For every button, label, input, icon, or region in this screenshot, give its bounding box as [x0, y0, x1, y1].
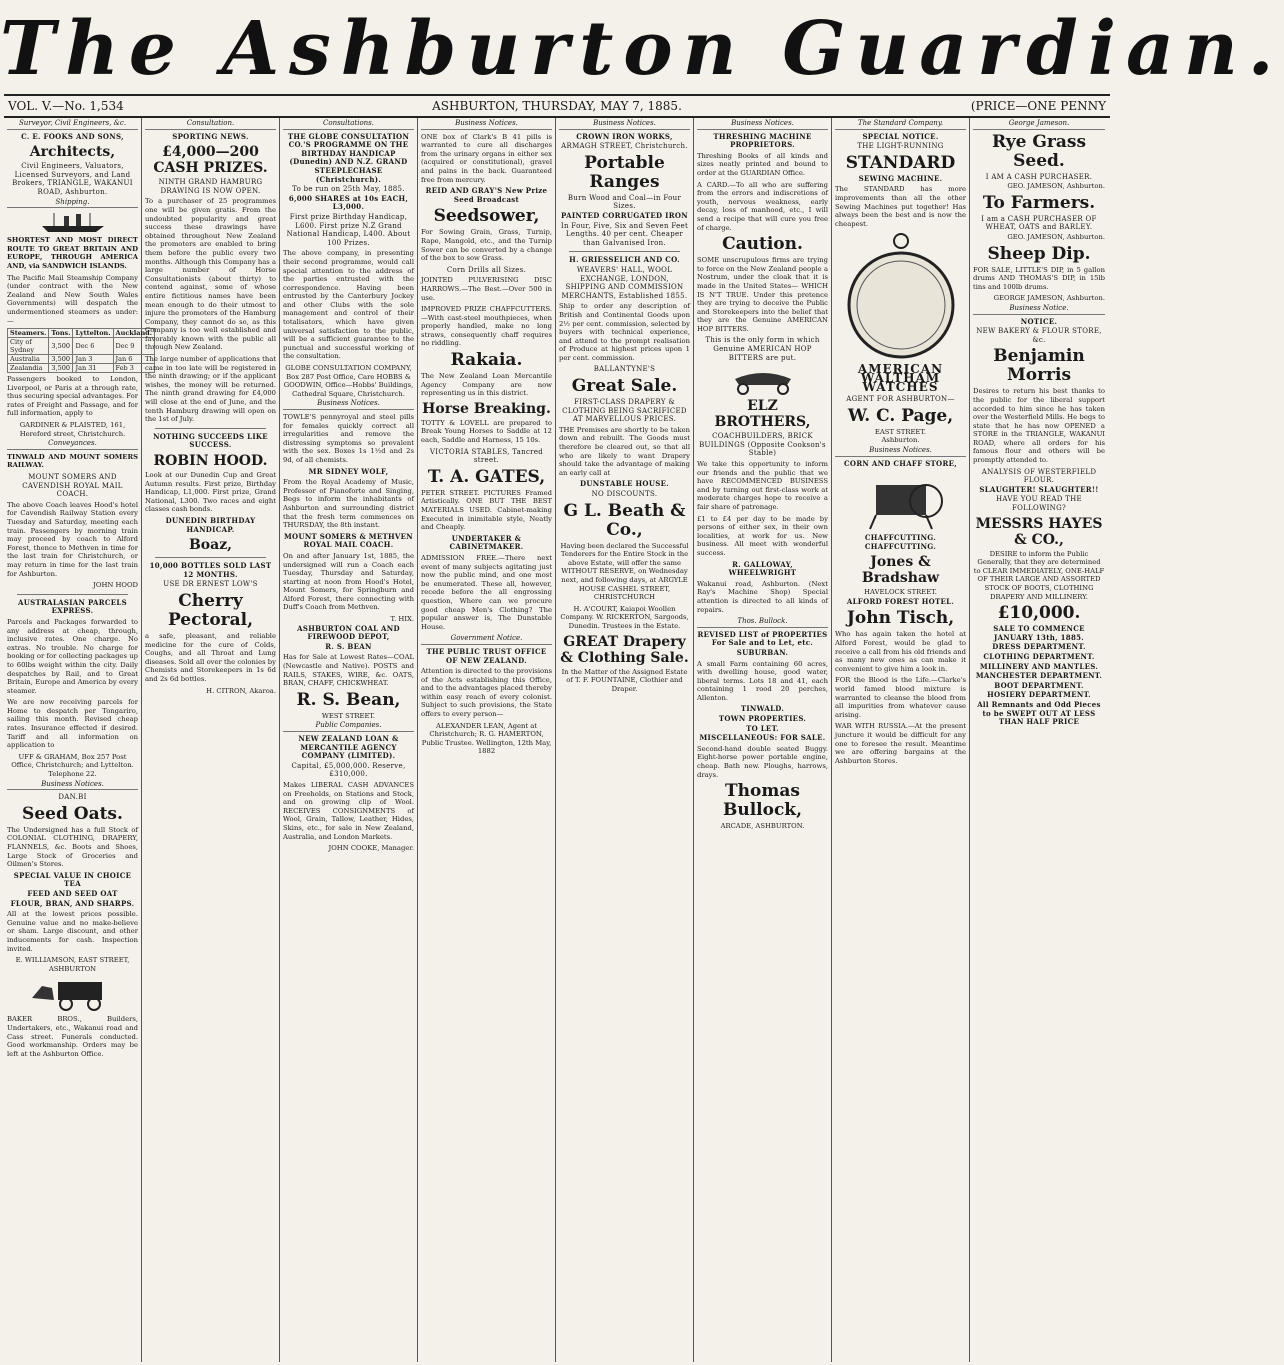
beath-heading: G L. Beath & Co., — [563, 500, 686, 540]
fountaine-notice: In the Matter of the Assigned Estate of T. F. FOUNTAINE, Clothier and Draper. — [561, 667, 688, 693]
hosiery-department: HOSIERY DEPARTMENT. — [987, 690, 1091, 700]
tolet-heading: TO LET. — [746, 723, 779, 733]
hood-heading: NOTHING SUCCEEDS LIKE SUCCESS. — [153, 431, 268, 450]
cherry-title: Cherry Pectoral, — [167, 590, 254, 630]
rye-body: I AM A CASH PURCHASER. — [985, 172, 1093, 181]
volume-number: VOL. V.—No. 1,534 — [8, 99, 124, 113]
firm-title: Architects, — [29, 144, 116, 161]
special-notice: SPECIAL NOTICE. — [862, 131, 939, 141]
oats-pretitle: DAN.BI — [58, 793, 87, 802]
earnings-ad: £1 to £4 per day to be made by persons of either sex, in their own localities, at work for us. New business. All meet with wonderful success. — [697, 514, 828, 557]
divider — [17, 594, 128, 595]
section-heading: Business Notices. — [697, 119, 828, 130]
sporting-heading: SPORTING NEWS. — [172, 131, 249, 141]
rakaia-body: The New Zealand Loan Mercantile Agency Company are now representing us in this district. — [421, 372, 552, 398]
table-cell: 3,500 — [49, 338, 73, 355]
globe-body: The above company, in presenting their second programme, would call special attention to the address of the parties entrusted with the correspondence. Having been entrusted by the Canterbury Jockey and other Clubs with the sole management and control of their totalisators, which have given universal satisfaction to the public, will be a sufficient guarantee to the punctual and successful working of the consultation. — [283, 249, 414, 361]
elz-heading: ELZ BROTHERS, — [714, 398, 811, 431]
divider — [155, 557, 266, 558]
bullock-address: ARCADE, ASHBURTON. — [720, 822, 805, 831]
great-body-2: THE Premises are shortly to be taken down and rebuilt. The Goods must therefore be cleared out, so that all who are likely to want Drapery should take the advantage of making an early call at — [559, 425, 690, 477]
mount-signature: T. HIX. — [390, 615, 414, 624]
farmers-body: I am a CASH PURCHASER OF WHEAT, OATS and BARLEY. — [981, 214, 1097, 232]
thresh-body: Threshing Books of all kinds and sizes neatly printed and bound to order at the GUARDIAN Office. — [697, 151, 828, 177]
tinwald-heading: TINWALD. — [740, 704, 785, 714]
section-heading: Business Notices. — [283, 399, 414, 410]
blood-body: FOR the Blood is the Life.—Clarke's world famed blood mixture is warranted to cleanse the blood from all impurities from whatever cause arising. — [835, 676, 966, 719]
rye-heading: Rye Grass Seed. — [991, 131, 1087, 171]
section-heading: The Standard Company. — [835, 119, 966, 130]
crown-address: ARMAGH STREET, Christchurch. — [561, 142, 688, 151]
hood-body: Look at our Dunedin Cup and Great Autumn results. First prize, Birthday Handicap, L1,000. First prize, Grand National, L300. Two races and eight classes cash bonds. — [145, 471, 276, 514]
parcels-agent: UFF & GRAHAM, Box 257 Post Office, Christchurch; and Lyttelton. Telephone 22. — [11, 752, 134, 779]
column-2 — [142, 118, 280, 1362]
globe-prizes: First prize Birthday Handicap, L600. First prize N.Z Grand National Handicap, L400. About 100 Prizes. — [286, 212, 411, 247]
railway-subheading: MOUNT SOMERS AND CAVENDISH ROYAL MAIL COACH. — [22, 473, 123, 499]
hood-dunedin: DUNEDIN BIRTHDAY HANDICAP. — [165, 515, 256, 534]
manchester-department: MANCHESTER DEPARTMENT. — [975, 671, 1103, 681]
coal-body: Has for Sale at Lowest Rates—COAL (Newcastle and Native). POSTS and RAILS, STAKES, WIRE, &c. OATS, BRAN, CHAFF, CHICKWHEAT. — [283, 653, 414, 688]
oats-heading: Seed Oats. — [22, 803, 123, 824]
bean-address: WEST STREET. — [321, 711, 376, 720]
shipping-body-2: Passengers booked to London, Liverpool, or Paris at a through rate, thus securing special advantages. For rates of Freight and Passage, and for full information, apply to — [7, 375, 138, 418]
nzl-body: Makes LIBERAL CASH ADVANCES on Freeholds, on Stations and Stock, and on growing clip of Wool. RECEIVES CONSIGNMENTS of Wool, Grain, Tallow, Leather, Hides, Skins, etc., for sale in New Zealand, Australia, and London Markets. — [283, 780, 414, 841]
parcels-body: Parcels and Packages forwarded to any address at cheap, through, inclusive rates. One charge. No extras. No trouble. No charge for booking or for collecting packages up to 60lbs weight within the city. Daily despatches by Rail, and to Great Britain, Europe and America by every steamer. — [7, 617, 138, 695]
table-header: Steamers. — [8, 329, 49, 338]
issue-price: (PRICE—ONE PENNY — [970, 99, 1106, 113]
caution-footer: This is the only form in which Genuine AMERICAN HOP BITTERS are put. — [705, 336, 820, 362]
great-heading: Great Sale. — [571, 376, 678, 397]
sporting-body-2: The large number of applications that came in too late will be registered in the ninth drawing; or if the applicant wishes, the money will be returned. The ninth grand drawing for £4,000 will close at the end of June, and the tenth Hamburg drawing will open on the 1st of July. — [145, 355, 276, 424]
gates-body: PETER STREET. PICTURES Framed Artistically. ONE BUT THE BEST MATERIALS USED. Cabinet-making Executed in inimitable style, Neatly and Cheaply. — [421, 488, 552, 532]
section-heading: Thos. Bullock. — [697, 617, 828, 628]
thresh-heading: THRESHING MACHINE PROPRIETORS. — [713, 131, 812, 150]
pocket-watch-illustration — [846, 231, 956, 361]
chaffcutter-body: IMPROVED PRIZE CHAFFCUTTERS.—With cast-steel mouthpieces, when properly handled, make no long straws, consequently chaff requires no riddling. — [421, 305, 552, 348]
crown-heading: CROWN IRON WORKS, — [576, 131, 673, 141]
hood-title: ROBIN HOOD. — [153, 453, 268, 469]
columns — [4, 118, 1110, 1362]
table-cell: 3,500 — [49, 364, 73, 373]
trust-body: Attention is directed to the provisions of the Acts establishing this Office, and to the advantages placed thereby within easy reach of every colonist. Subject to such provisions, the State offers to every person— — [421, 667, 552, 719]
sidney-body: From the Royal Academy of Music, Professor of Pianoforte and Singing, Begs to inform the inhabitants of Ashburton and surrounding district that the fresh term commences on THURSDAY, the 8th instant. — [283, 478, 414, 530]
seed-pretitle: REID AND GRAY'S New Prize Seed Broadcast — [425, 186, 548, 204]
section-heading: Business Notices. — [7, 780, 138, 791]
morris-heading: Benjamin Morris — [993, 346, 1085, 386]
alford-heading: ALFORD FOREST HOTEL. — [846, 596, 955, 606]
shipping-heading: SHORTEST AND MOST DIRECT ROUTE TO GREAT BRITAIN AND EUROPE, THROUGH AMERICA AND, via SANDWICH ISLANDS. — [7, 236, 138, 270]
caution-body: SOME unscrupulous firms are trying to force on the New Zealand people a Nostrum, under the cloak that it is made in the United States— WHICH IS N'T TRUE. Under this pretence they are trying to deceive the Public and Storekeepers into the belief that they are the Genuine AMERICAN HOP BITTERS. — [697, 256, 828, 333]
column-4 — [418, 118, 556, 1362]
table-row — [8, 355, 155, 364]
horse-heading: Horse Breaking. — [422, 400, 551, 417]
oats-body: The Undersigned has a full Stock of COLONIAL CLOTHING, DRAPERY, FLANNELS, &c. Boots and Shoes, Large Stock of Groceries and Oilmen's Stores. — [7, 825, 138, 869]
parcels-body-2: We are now receiving parcels for Home to despatch per Tongariro, sailing this month. Revised cheap rates. Insurance effected if desired. Tariff and all information on application to — [7, 698, 138, 750]
oats-signature: E. WILLIAMSON, EAST STREET, ASHBURTON — [15, 956, 130, 973]
morris-body: Desires to return his best thanks to the public for the liberal support accorded to him since he has taken over the Westerfield Mills. He begs to state that he has now OPENED a STORE in the TRIANGLE, WAKANUI ROAD, where all orders for his famous flour and others will be promptly attended to. — [973, 387, 1105, 465]
harrow-body: JOINTED PULVERISING DISC HARROWS.—The Best.—Over 500 in use. — [421, 276, 552, 302]
sale-amount: £10,000. — [997, 603, 1081, 624]
column-1 — [4, 118, 152, 1362]
trust-heading: THE PUBLIC TRUST OFFICE OF NEW ZEALAND. — [426, 646, 547, 665]
section-heading: Surveyor, Civil Engineers, &c. — [7, 119, 138, 130]
ranges-body: Burn Wood and Coal—in Four Sizes. — [567, 193, 682, 211]
pills-body: ONE box of Clark's B 41 pills is warranted to cure all discharges from the urinary organs in either sex (acquired or constitutional), gravel and pains in the back. Guaranteed free from mercury. — [421, 132, 552, 184]
corn-drills: Corn Drills all Sizes. — [446, 265, 527, 274]
revised-heading: REVISED LIST of PROPERTIES For Sale and to Let, etc. — [697, 629, 828, 648]
railway-signature: JOHN HOOD — [93, 581, 138, 590]
gates-footer: UNDERTAKER & CABINETMAKER. — [449, 533, 524, 552]
iron-body: In Four, Five, Six and Seven Feet Lengths. 40 per cent. Cheaper than Galvanised Iron. — [560, 221, 689, 247]
chaffcutter-illustration — [856, 471, 946, 531]
horse-stable: VICTORIA STABLES, Tancred street. — [429, 447, 544, 465]
issue-bar — [4, 94, 1110, 118]
baker-body: BAKER BROS., Builders, Undertakers, etc., Wakanui road and Cass street. Funerals conducted. Good workmanship. Orders may be left at the Ashburton Office. — [7, 1015, 138, 1058]
caution-heading: Caution. — [722, 234, 803, 255]
sheep-signature: GEORGE JAMESON, Ashburton. — [993, 294, 1105, 303]
remnants-notice: All Remnants and Odd Pieces to be SWEPT OUT AT LESS THAN HALF PRICE — [977, 699, 1101, 727]
column-5 — [556, 118, 694, 1362]
gries-body: WEAVERS' HALL, WOOL EXCHANGE, LONDON, SHIPPING AND COMMISSION MERCHANTS, Established 1855. — [561, 265, 688, 300]
section-heading: Conveyances. — [7, 439, 138, 450]
rakaia-heading: Rakaia. — [450, 350, 523, 371]
horse-body: TOTTY & LOVELL are prepared to Break Young Horses to Saddle at 12 each, Saddle and Harness, 15 10s. — [421, 418, 552, 445]
seed-body: For Sowing Grain, Grass, Turnip, Rape, Mangold, etc., and the Turnip Sower can be converted by a change of the box to sow Grass. — [421, 228, 552, 263]
oats-feed: FEED AND SEED OAT — [27, 888, 118, 898]
section-heading: Shipping. — [7, 198, 138, 209]
beath-signature: H. A'COURT, Kaiapoi Woollen Company. W. RICKERTON, Sargoods, Dunedin. Trustees in the Estate. — [560, 604, 689, 630]
boot-department: BOOT DEPARTMENT. — [994, 680, 1084, 690]
parcels-heading: AUSTRALASIAN PARCELS EXPRESS. — [18, 597, 127, 616]
sheep-heading: Sheep Dip. — [987, 243, 1091, 264]
hayes-heading: MESSRS HAYES & CO., — [975, 515, 1103, 548]
sewing-machine: SEWING MACHINE. — [858, 173, 943, 183]
sheep-body: FOR SALE, LITTLE'S DIP, in 5 gallon drums AND THOMAS'S DIP, in 15lb tins and 100lb drums. — [973, 265, 1105, 291]
column-3 — [280, 118, 418, 1362]
railway-heading: TINWALD AND MOUNT SOMERS RAILWAY. — [7, 452, 138, 470]
millinery-department: MILLINERY AND MANTLES. — [979, 661, 1099, 671]
rye-signature: GEO. JAMESON, Ashburton. — [1007, 182, 1105, 191]
chaffcutting-label: CHAFFCUTTING. CHAFFCUTTING. — [864, 533, 937, 551]
table-cell: Feb 3 — [113, 364, 154, 373]
cherry-pretitle: USE DR ERNEST LOW'S — [163, 580, 258, 589]
analysis-heading: ANALYSIS OF WESTERFIELD FLOUR. — [981, 467, 1097, 485]
slaughter-heading: SLAUGHTER! SLAUGHTER!! — [979, 484, 1099, 494]
section-heading: Business Notices. — [559, 119, 690, 130]
drapery-heading: GREAT Drapery & Clothing Sale. — [560, 633, 689, 666]
railway-body: The above Coach leaves Hood's hotel for Cavendish Railway Station every Tuesday and Saturday, meeting each train. Passengers by morning train may proceed by coach to Alford Forest, thence to Methven in time for the last train for Christchurch, or may return in time for the last train for Ashburton. — [7, 500, 138, 578]
dunstable-heading: DUNSTABLE HOUSE. — [580, 479, 669, 489]
section-heading: Business Notices. — [835, 446, 966, 457]
firm-name: C. E. FOOKS AND SONS, — [21, 131, 124, 141]
great-body: FIRST-CLASS DRAPERY & CLOTHING BEING SACRIFICED AT MARVELLOUS PRICES. — [562, 398, 687, 424]
war-body: WAR WITH RUSSIA.—At the present juncture it would be difficult for any one to foresee the result. Meantime we are offering bargains at the Ashburton Stores. — [835, 722, 966, 765]
iron-heading: PAINTED CORRUGATED IRON — [561, 210, 688, 220]
table-row — [8, 364, 155, 373]
gries-body-2: Ship to order any description of British and Continental Goods upon 2½ per cent. commission, selected by buyers with technical experience, and attend to the prompt realisation of Produce at highest prices upon 1 per cent. commission. — [559, 302, 690, 362]
page-name: W. C. Page, — [847, 405, 954, 426]
table-header: Tons. — [49, 329, 73, 338]
suburban-heading: SUBURBAN. — [736, 647, 789, 657]
table-cell: Jan 3 — [73, 355, 113, 364]
elz-subheading: COACHBUILDERS, BRICK BUILDINGS (Opposite Cookson's Stable) — [699, 432, 826, 458]
bean-name: R. S. Bean, — [296, 689, 401, 710]
oats-body-2: All at the lowest prices possible. Genuine value and no make-believe or sham. Large discount, and other inducements for cash. Inspection invited. — [7, 910, 138, 953]
towle-body: TOWLE'S pennyroyal and steel pills for females quickly correct all irregularities and remove the distressing symptoms so prevalent with the sex. Boxes 1s 1½d and 2s 9d, of all chemists. — [283, 413, 414, 464]
firm-body: Civil Engineers, Valuators, Licensed Surveyors, and Land Brokers, TRIANGLE, WAKANUI ROAD, Ashburton. — [12, 162, 133, 196]
gates-heading: T. A. GATES, — [427, 466, 546, 487]
hearse-illustration — [28, 976, 118, 1012]
galloway-heading: R. GALLOWAY, WHEELWRIGHT — [728, 559, 797, 578]
ranges-heading: Portable Ranges — [584, 152, 665, 192]
sporting-draw: NINTH GRAND HAMBURG DRAWING IS NOW OPEN. — [158, 178, 263, 195]
elz-body: We take this opportunity to inform our friends and the public that we have RECOMMENCED BUSINESS and by turning out first-class work at moderate charges hope to receive a fair share of patronage. — [697, 460, 828, 511]
mount-heading: MOUNT SOMERS & METHVEN ROYAL MAIL COACH. — [284, 531, 413, 550]
shipping-agent: GARDINER & PLAISTED, 161, Hereford street, Christchurch. — [19, 421, 126, 438]
column-6 — [694, 118, 832, 1362]
hayes-body: DESIRE to inform the Public Generally, that they are determined to CLEAR IMMEDIATELY, ONE-HALF OF THEIR LARGE AND ASSORTED STOCK OF BOOTS, CLOTHING DRAPERY AND MILLINERY. — [973, 549, 1105, 601]
table-row — [8, 338, 155, 355]
coal-heading: ASHBURTON COAL AND FIREWOOD DEPOT, — [297, 623, 400, 642]
nzl-heading: NEW ZEALAND LOAN & MERCANTILE AGENCY COMPANY (LIMITED). — [298, 734, 399, 761]
issue-date: ASHBURTON, THURSDAY, MAY 7, 1885. — [432, 99, 682, 113]
beath-body: Having been declared the Successful Tenderers for the Entire Stock in the above Estate, will offer the same WITHOUT RESERVE, on Wednesday next, and following days, at ARGYLE HOUSE CASHEL STREET, CHRISTCHURCH — [560, 541, 689, 602]
clothing-department: CLOTHING DEPARTMENT. — [983, 651, 1095, 661]
table-cell: Jan 6 — [113, 355, 154, 364]
gries-heading: H. GRIESSELICH AND CO. — [569, 255, 680, 265]
suburban-body: A small Farm containing 60 acres, with dwelling house, good water, liberal terms. Lots 18 and 41, each containing 1 rood 20 perches, Allenton. — [697, 659, 828, 702]
corn-store-heading: CORN AND CHAFF STORE, — [844, 458, 957, 468]
tisch-heading: John Tisch, — [846, 608, 955, 629]
cherry-bottles: 10,000 BOTTLES SOLD LAST 12 MONTHS. — [149, 561, 272, 579]
section-heading: Business Notice. — [973, 304, 1105, 315]
dress-department: DRESS DEPARTMENT. — [992, 642, 1086, 652]
coal-name: R. S. BEAN — [325, 641, 372, 651]
oats-flour: FLOUR, BRAN, AND SHARPS. — [10, 898, 135, 908]
cherry-signature: H. CITRON, Akaroa. — [206, 686, 276, 695]
column-7 — [832, 118, 970, 1362]
section-heading: Business Notices. — [421, 119, 552, 130]
table-cell: Australia — [8, 355, 49, 364]
page-address: EAST STREET. — [874, 427, 927, 436]
divider — [569, 251, 680, 252]
section-heading: Consultation. — [145, 119, 276, 130]
section-heading: Government Notice. — [421, 634, 552, 645]
table-cell: Jan 31 — [73, 364, 113, 373]
table-cell: City of Sydney — [8, 338, 49, 355]
boaz-name: Boaz, — [188, 537, 233, 554]
table-cell: 3,500 — [49, 355, 73, 364]
table-header: Lyttelton. — [73, 329, 113, 338]
masthead — [0, 0, 1284, 92]
town-heading: TOWN PROPERTIES. — [718, 714, 807, 724]
no-discounts: NO DISCOUNTS. — [591, 490, 658, 498]
globe-run: To be run on 25th May, 1885. — [292, 185, 405, 194]
globe-shares: 6,000 SHARES at 10s EACH, L3,000. — [288, 193, 409, 212]
divider — [155, 428, 266, 429]
globe-address: GLOBE CONSULTATION COMPANY, Box 287 Post Office, Care HOBBS & GOODWIN, Office—Hobbs' Buildings, Cathedral Square, Christchurch. — [283, 364, 414, 398]
agent-label: AGENT FOR ASHBURTON— — [846, 395, 955, 404]
bullock-name: Thomas Bullock, — [722, 781, 803, 821]
carriage-illustration — [723, 365, 803, 395]
page-town: Ashburton. — [881, 436, 920, 445]
bakery-heading: NEW BAKERY & FLOUR STORE, &c. — [976, 327, 1102, 344]
watch-brand: AMERICAN WALTHAM WATCHES — [857, 362, 944, 394]
slaughter-subheading: HAVE YOU READ THE FOLLOWING? — [996, 495, 1082, 513]
sporting-body-1: To a purchaser of 25 programmes one will be given gratis. From the undoubted popularity and great success these drawings have obtained throughout New Zealand the promoters are enabled to bring them before the public every two months. Although this Company has a large number of Horse Consultationists (about thirty) to contend against, some of whose entire fictitious names have been mean enough to do their utmost to injure the promoters of the Hamburg Company, they cannot do so, as this Company is too well established and favorably known with the public all through New Zealand. — [145, 197, 276, 352]
table-cell: Zealandia — [8, 364, 49, 373]
globe-heading: THE GLOBE CONSULTATION CO.'S PROGRAMME ON THE BIRTHDAY HANDICAP (Dunedin) AND N.Z. GRAND STEEPLECHASE (Christchurch). — [287, 131, 410, 184]
great-pretitle: BALLANTYNE'S — [593, 365, 656, 374]
section-heading: Public Companies. — [283, 721, 414, 732]
steamship-illustration — [38, 211, 108, 233]
cherry-body: a safe, pleasant, and reliable medicine for the cure of Colds, Coughs, and all Throat and Lung diseases. Sold all over the colonies by Chemists and Storekeepers in 1s 6d and 2s 6d bottles. — [145, 631, 276, 683]
farmers-heading: To Farmers. — [982, 192, 1096, 213]
misc-body: Second-hand double seated Buggy. Eight-horse power portable engine, cheap. Bath new. Ploughs, harrows, drays. — [697, 744, 828, 779]
table-cell: Dec 6 — [73, 338, 113, 355]
sidney-heading: MR SIDNEY WOLF, — [308, 466, 389, 476]
trust-signature: ALEXANDER LEAN, Agent at Christchurch; R. G. HAMERTON, Public Trustee. Wellington, 12th May, 1882 — [421, 721, 552, 756]
standard-heading: STANDARD — [845, 152, 956, 173]
galloway-body: Wakanui road, Ashburton. (Next Ray's Machine Shop) Special attention is directed to all kinds of repairs. — [697, 579, 828, 614]
nzl-signature: JOHN COOKE, Manager. — [328, 844, 414, 853]
light-running: THE LIGHT-RUNNING — [857, 142, 944, 151]
sale-start: SALE TO COMMENCE JANUARY 13th, 1885. — [993, 624, 1085, 642]
shipping-body: The Pacific Mail Steamship Company (under contract with the New Zealand and New South Wales Governments) will despatch the undermentioned steamers as under:— — [7, 273, 138, 325]
nzl-capital: Capital, £5,000,000. Reserve, £310,000. — [291, 761, 406, 779]
section-heading: George Jameson. — [973, 119, 1105, 130]
misc-heading: MISCELLANEOUS: FOR SALE. — [699, 733, 826, 743]
jones-address: HAVELOCK STREET. — [864, 588, 937, 597]
jones-heading: Jones & Bradshaw — [861, 554, 940, 587]
card-body: A CARD.—To all who are suffering from the errors and indiscretions of youth, nervous weakness, early decay, loss of manhood, etc., I will send a recipe that will cure you free of charge. — [697, 180, 828, 232]
oats-special: SPECIAL VALUE IN CHOICE TEA — [13, 870, 132, 889]
standard-body: The STANDARD has more improvements than all the other Sewing Machines put together! Has always been the best and is now the cheapest. — [835, 185, 966, 228]
mount-body: On and after January 1st, 1885, the undersigned will run a Coach each Tuesday, Thursday and Saturday, starting at noon from Hood's Hotel, Mount Somers, for Springburn and Alford Forest, there connecting with Duff's Coach from Methven. — [283, 551, 414, 612]
sporting-prize: £4,000—200 CASH PRIZES. — [153, 144, 268, 177]
tisch-body: Who has again taken the hotel at Alford Forest, would be glad to receive a call from his old friends and as many new ones as can make it convenient to give him a look in. — [835, 630, 966, 673]
table-header: Auckland. — [113, 329, 154, 338]
admission-body: ADMISSION FREE.—There next event of many subjects agitating just now the public mind, and one most be enumerated. These all, however, recede before the all engrossing question, Where can we procure good cheap Men's Clothing? The popular answer is, The Dunstable House. — [421, 553, 552, 631]
table-cell: Dec 9 — [113, 338, 154, 355]
steamer-table — [7, 328, 155, 373]
section-heading: Consultations. — [283, 119, 414, 130]
seed-heading: Seedsower, — [433, 206, 540, 227]
column-8 — [970, 118, 1108, 1362]
farmers-signature: GEO. JAMESON, Ashburton. — [1007, 232, 1105, 241]
notice-heading: NOTICE. — [1020, 316, 1058, 326]
newspaper-title: The Ashburton Guardian. — [0, 6, 1284, 92]
